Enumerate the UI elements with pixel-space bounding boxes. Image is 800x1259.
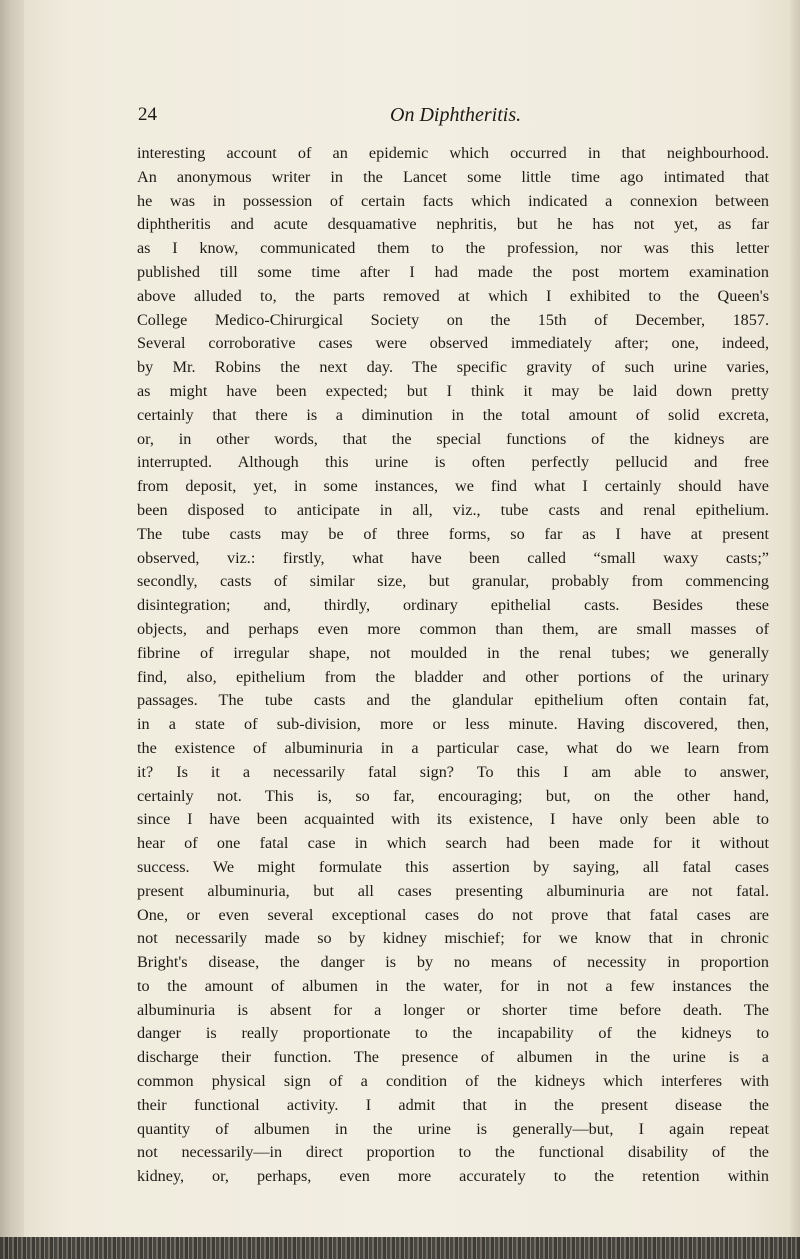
text-line: common physical sign of a condition of the kidneys which interferes with bbox=[137, 1072, 769, 1091]
text-line: find, also, epithelium from the bladder and other portions of the urinary bbox=[137, 667, 769, 686]
text-line: disintegration; and, thirdly, ordinary epithelial casts. Besides these bbox=[137, 596, 769, 615]
text-line: been disposed to anticipate in all, viz., tube casts and renal epithelium. bbox=[137, 500, 769, 519]
text-line: albuminuria is absent for a longer or shorter time before death. The bbox=[137, 1000, 769, 1019]
text-line: since I have been acquainted with its existence, I have only been able to bbox=[137, 810, 769, 829]
text-line: The tube casts may be of three forms, so far as I have at present bbox=[137, 524, 769, 543]
text-line: secondly, casts of similar size, but granular, probably from commencing bbox=[137, 572, 769, 591]
text-line: he was in possession of certain facts which indicated a connexion between bbox=[137, 191, 769, 210]
text-line: One, or even several exceptional cases do not prove that fatal cases are bbox=[137, 905, 769, 924]
text-line: as I know, communicated them to the profession, nor was this letter bbox=[137, 239, 769, 258]
text-line: published till some time after I had made the post mortem examination bbox=[137, 262, 769, 281]
running-title: On Diphtheritis. bbox=[390, 104, 522, 126]
page-right-edge bbox=[790, 0, 800, 1259]
text-line: College Medico-Chirurgical Society on the 15th of December, 1857. bbox=[137, 310, 769, 329]
text-line: not necessarily—in direct proportion to the functional disability of the bbox=[137, 1143, 769, 1162]
text-line: danger is really proportionate to the incapability of the kidneys to bbox=[137, 1024, 769, 1043]
text-line: in a state of sub-division, more or less minute. Having discovered, then, bbox=[137, 715, 769, 734]
text-line: as might have been expected; but I think it may be laid down pretty bbox=[137, 381, 769, 400]
text-line: certainly that there is a diminution in the total amount of solid excreta, bbox=[137, 405, 769, 424]
binding-edge-strip bbox=[0, 1237, 800, 1259]
text-line: the existence of albuminuria in a particular case, what do we learn from bbox=[137, 738, 769, 757]
page-gutter-edge bbox=[0, 0, 24, 1259]
text-line: fibrine of irregular shape, not moulded in the renal tubes; we generally bbox=[137, 643, 769, 662]
text-line: to the amount of albumen in the water, for in not a few instances the bbox=[137, 976, 769, 995]
text-line: by Mr. Robins the next day. The specific gravity of such urine varies, bbox=[137, 358, 769, 377]
page-number: 24 bbox=[138, 104, 157, 125]
text-line: objects, and perhaps even more common than them, are small masses of bbox=[137, 619, 769, 638]
page-header bbox=[138, 104, 768, 134]
text-line: or, in other words, that the special functions of the kidneys are bbox=[137, 429, 769, 448]
text-line: present albuminuria, but all cases presenting albuminuria are not fatal. bbox=[137, 881, 769, 900]
text-line: it? Is it a necessarily fatal sign? To this I am able to answer, bbox=[137, 762, 769, 781]
text-line: Bright's disease, the danger is by no means of necessity in proportion bbox=[137, 953, 769, 972]
text-line: quantity of albumen in the urine is generally—but, I again repeat bbox=[137, 1119, 769, 1138]
text-line: interesting account of an epidemic which occurred in that neighbourhood. bbox=[137, 144, 769, 162]
text-line: interrupted. Although this urine is often perfectly pellucid and free bbox=[137, 453, 769, 472]
body-text bbox=[137, 142, 769, 1189]
text-line: their functional activity. I admit that in the present disease the bbox=[137, 1095, 769, 1114]
text-line: diphtheritis and acute desquamative nephritis, but he has not yet, as far bbox=[137, 215, 769, 234]
text-line: success. We might formulate this assertion by saying, all fatal cases bbox=[137, 857, 769, 876]
text-line: from deposit, yet, in some instances, we find what I certainly should have bbox=[137, 477, 769, 496]
text-line: not necessarily made so by kidney mischief; for we know that in chronic bbox=[137, 929, 769, 948]
text-line: Several corroborative cases were observed immediately after; one, indeed, bbox=[137, 334, 769, 353]
text-line: certainly not. This is, so far, encouraging; but, on the other hand, bbox=[137, 786, 769, 805]
text-line: discharge their function. The presence of albumen in the urine is a bbox=[137, 1048, 769, 1067]
text-line: kidney, or, perhaps, even more accurately to the retention within bbox=[137, 1167, 769, 1186]
text-line: passages. The tube casts and the glandular epithelium often contain fat, bbox=[137, 691, 769, 710]
text-line: observed, viz.: firstly, what have been called “small waxy casts;” bbox=[137, 548, 769, 567]
text-line: hear of one fatal case in which search had been made for it without bbox=[137, 834, 769, 853]
text-line: An anonymous writer in the Lancet some little time ago intimated that bbox=[137, 167, 769, 186]
text-line: above alluded to, the parts removed at which I exhibited to the Queen's bbox=[137, 286, 769, 305]
